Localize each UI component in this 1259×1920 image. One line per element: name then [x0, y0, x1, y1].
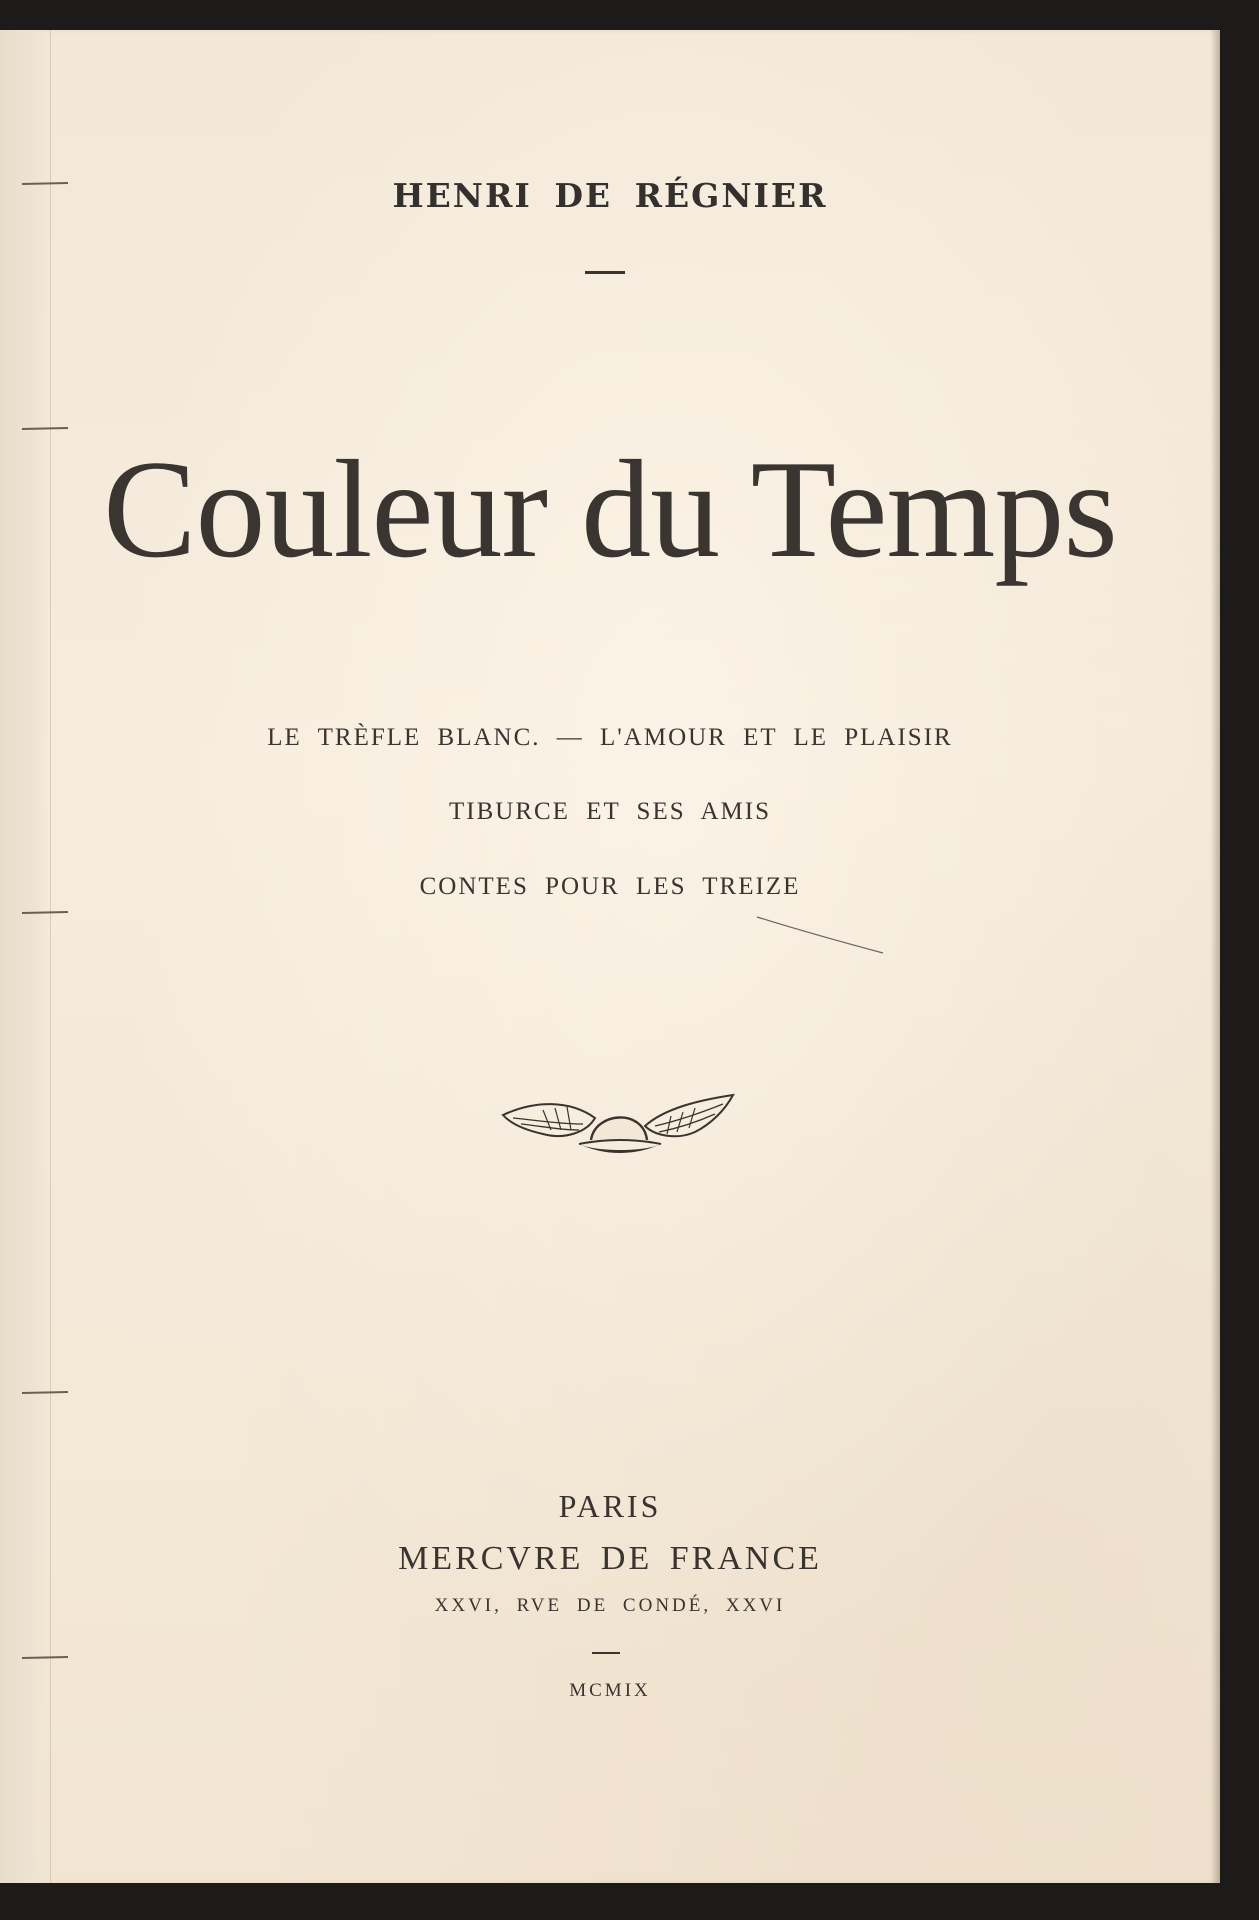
imprint-divider	[592, 1652, 620, 1654]
contents-line: TIBURCE ET SES AMIS	[449, 798, 771, 825]
title-page	[0, 30, 1220, 1883]
imprint-publisher: MERCVRE DE FRANCE	[398, 1540, 822, 1577]
paper-scratch	[755, 915, 885, 955]
binding-stitch	[20, 1389, 72, 1396]
contents-line: CONTES POUR LES TREIZE	[419, 873, 801, 900]
page-edge	[1210, 30, 1220, 1883]
imprint-address: XXVI, RVE DE CONDÉ, XXVI	[434, 1595, 786, 1616]
book-title: Couleur du Temps	[103, 432, 1117, 587]
contents-line: LE TRÈFLE BLANC. — L'AMOUR ET LE PLAISIR	[267, 724, 953, 751]
winged-helmet-icon	[495, 1060, 740, 1164]
imprint-city: PARIS	[558, 1488, 662, 1524]
binding-gutter	[0, 30, 51, 1883]
author-name: HENRI DE RÉGNIER	[392, 176, 828, 215]
author-divider	[585, 271, 625, 274]
binding-stitch	[20, 1654, 72, 1661]
imprint-year: MCMIX	[569, 1680, 651, 1701]
binding-stitch	[20, 425, 72, 432]
binding-stitch	[20, 909, 72, 916]
